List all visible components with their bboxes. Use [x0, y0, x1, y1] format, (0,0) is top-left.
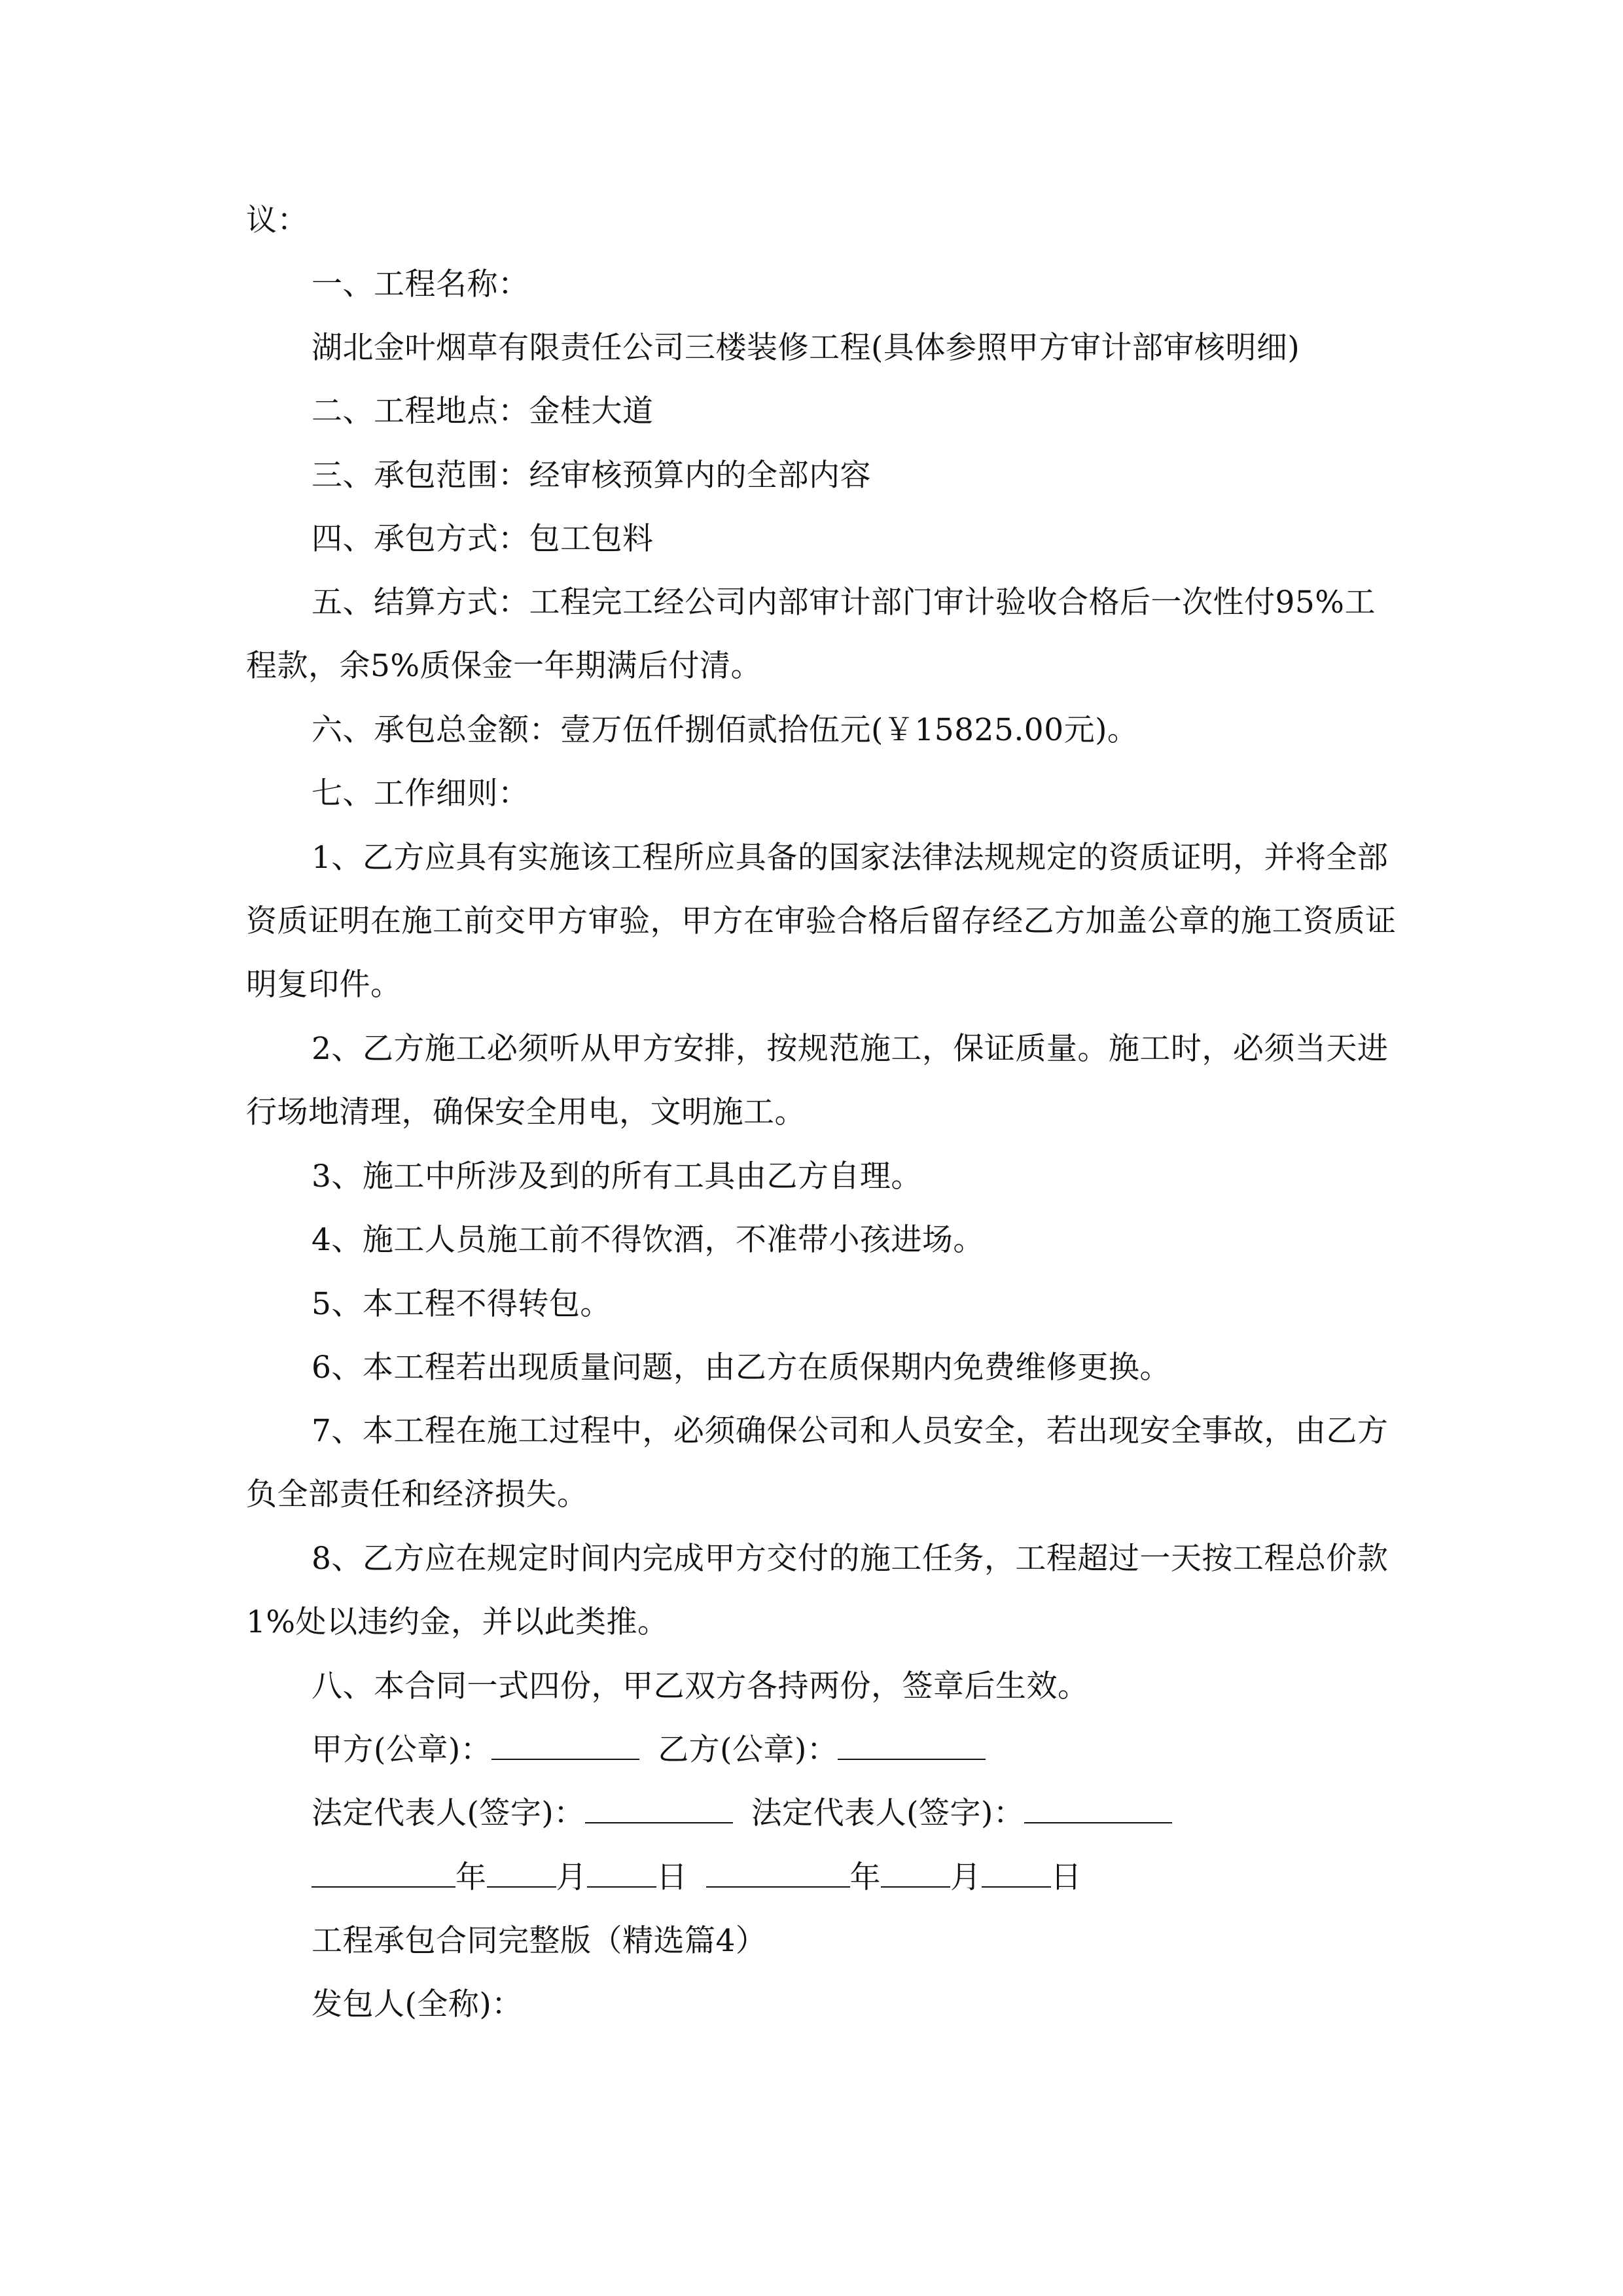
date-b-year-blank [706, 1860, 850, 1888]
rep-b-label: 法定代表人(签字)： [751, 1795, 1025, 1831]
date-b-day-label: 日 [1050, 1859, 1082, 1895]
rep-a-blank [585, 1796, 733, 1823]
rep-b-blank [1024, 1796, 1172, 1823]
date-a-day-blank [587, 1860, 656, 1888]
section-project-location: 二、工程地点：金桂大道 [312, 393, 654, 429]
party-a-seal-blank [491, 1732, 639, 1760]
representative-line [312, 1782, 1172, 1845]
date-a-month-blank [487, 1860, 556, 1888]
party-b-seal-blank [838, 1732, 986, 1760]
party-b-seal-label: 乙方(公章)： [658, 1732, 838, 1768]
rule-item-5: 5、本工程不得转包。 [312, 1286, 611, 1322]
employer-label: 发包人(全称)： [312, 1986, 523, 2022]
date-a-month-label: 月 [556, 1859, 587, 1895]
rule-item-8: 8、乙方应在规定时间内完成甲方交付的施工任务，工程超过一天按工程总价款1%处以违约金，并以此类推。 [246, 1541, 1389, 1640]
party-a-seal-label: 甲方(公章)： [312, 1732, 492, 1768]
section-heading-project-name: 一、工程名称： [312, 266, 529, 302]
rule-item-2: 2、乙方施工必须听从甲方安排，按规范施工，保证质量。施工时，必须当天进行场地清理，确保安全用电，文明施工。 [246, 1031, 1389, 1130]
project-name-value: 湖北金叶烟草有限责任公司三楼装修工程(具体参照甲方审计部审核明细) [312, 330, 1300, 366]
date-b-month-blank [881, 1860, 950, 1888]
section-work-rules: 七、工作细则： [312, 776, 529, 812]
section-total-amount: 六、承包总金额：壹万伍仟捌佰贰拾伍元(￥15825.00元)。 [312, 712, 1139, 748]
rule-item-4: 4、施工人员施工前不得饮酒，不准带小孩进场。 [312, 1222, 984, 1258]
section-title: 工程承包合同完整版（精选篇4） [312, 1923, 767, 1959]
date-b-day-blank [982, 1860, 1051, 1888]
rule-item-3: 3、施工中所涉及到的所有工具由乙方自理。 [312, 1158, 922, 1194]
text-line: 议： [246, 202, 308, 238]
rule-item-1: 1、乙方应具有实施该工程所应具备的国家法律法规规定的资质证明，并将全部资质证明在施工前交甲方审验，甲方在审验合格后留存经乙方加盖公章的施工资质证明复印件。 [246, 840, 1397, 1003]
section-contract-scope: 三、承包范围：经审核预算内的全部内容 [312, 457, 871, 493]
date-b-month-label: 月 [950, 1859, 982, 1895]
section-contract-method: 四、承包方式：包工包料 [312, 521, 654, 557]
rule-item-6: 6、本工程若出现质量问题，由乙方在质保期内免费维修更换。 [312, 1350, 1171, 1386]
section-settlement-method: 五、结算方式：工程完工经公司内部审计部门审计验收合格后一次性付95%工程款，余5%质保金一年期满后付清。 [246, 584, 1376, 684]
rep-a-label: 法定代表人(签字)： [312, 1795, 585, 1831]
date-b-year-label: 年 [849, 1859, 881, 1895]
seal-line [312, 1718, 986, 1782]
date-a-day-label: 日 [656, 1859, 688, 1895]
date-a-year-blank [312, 1860, 455, 1888]
date-line [312, 1846, 1082, 1909]
rule-item-7: 7、本工程在施工过程中，必须确保公司和人员安全，若出现安全事故，由乙方负全部责任和经济损失。 [246, 1413, 1389, 1513]
section-copies-clause: 八、本合同一式四份，甲乙双方各持两份，签章后生效。 [312, 1668, 1089, 1704]
date-a-year-label: 年 [455, 1859, 487, 1895]
